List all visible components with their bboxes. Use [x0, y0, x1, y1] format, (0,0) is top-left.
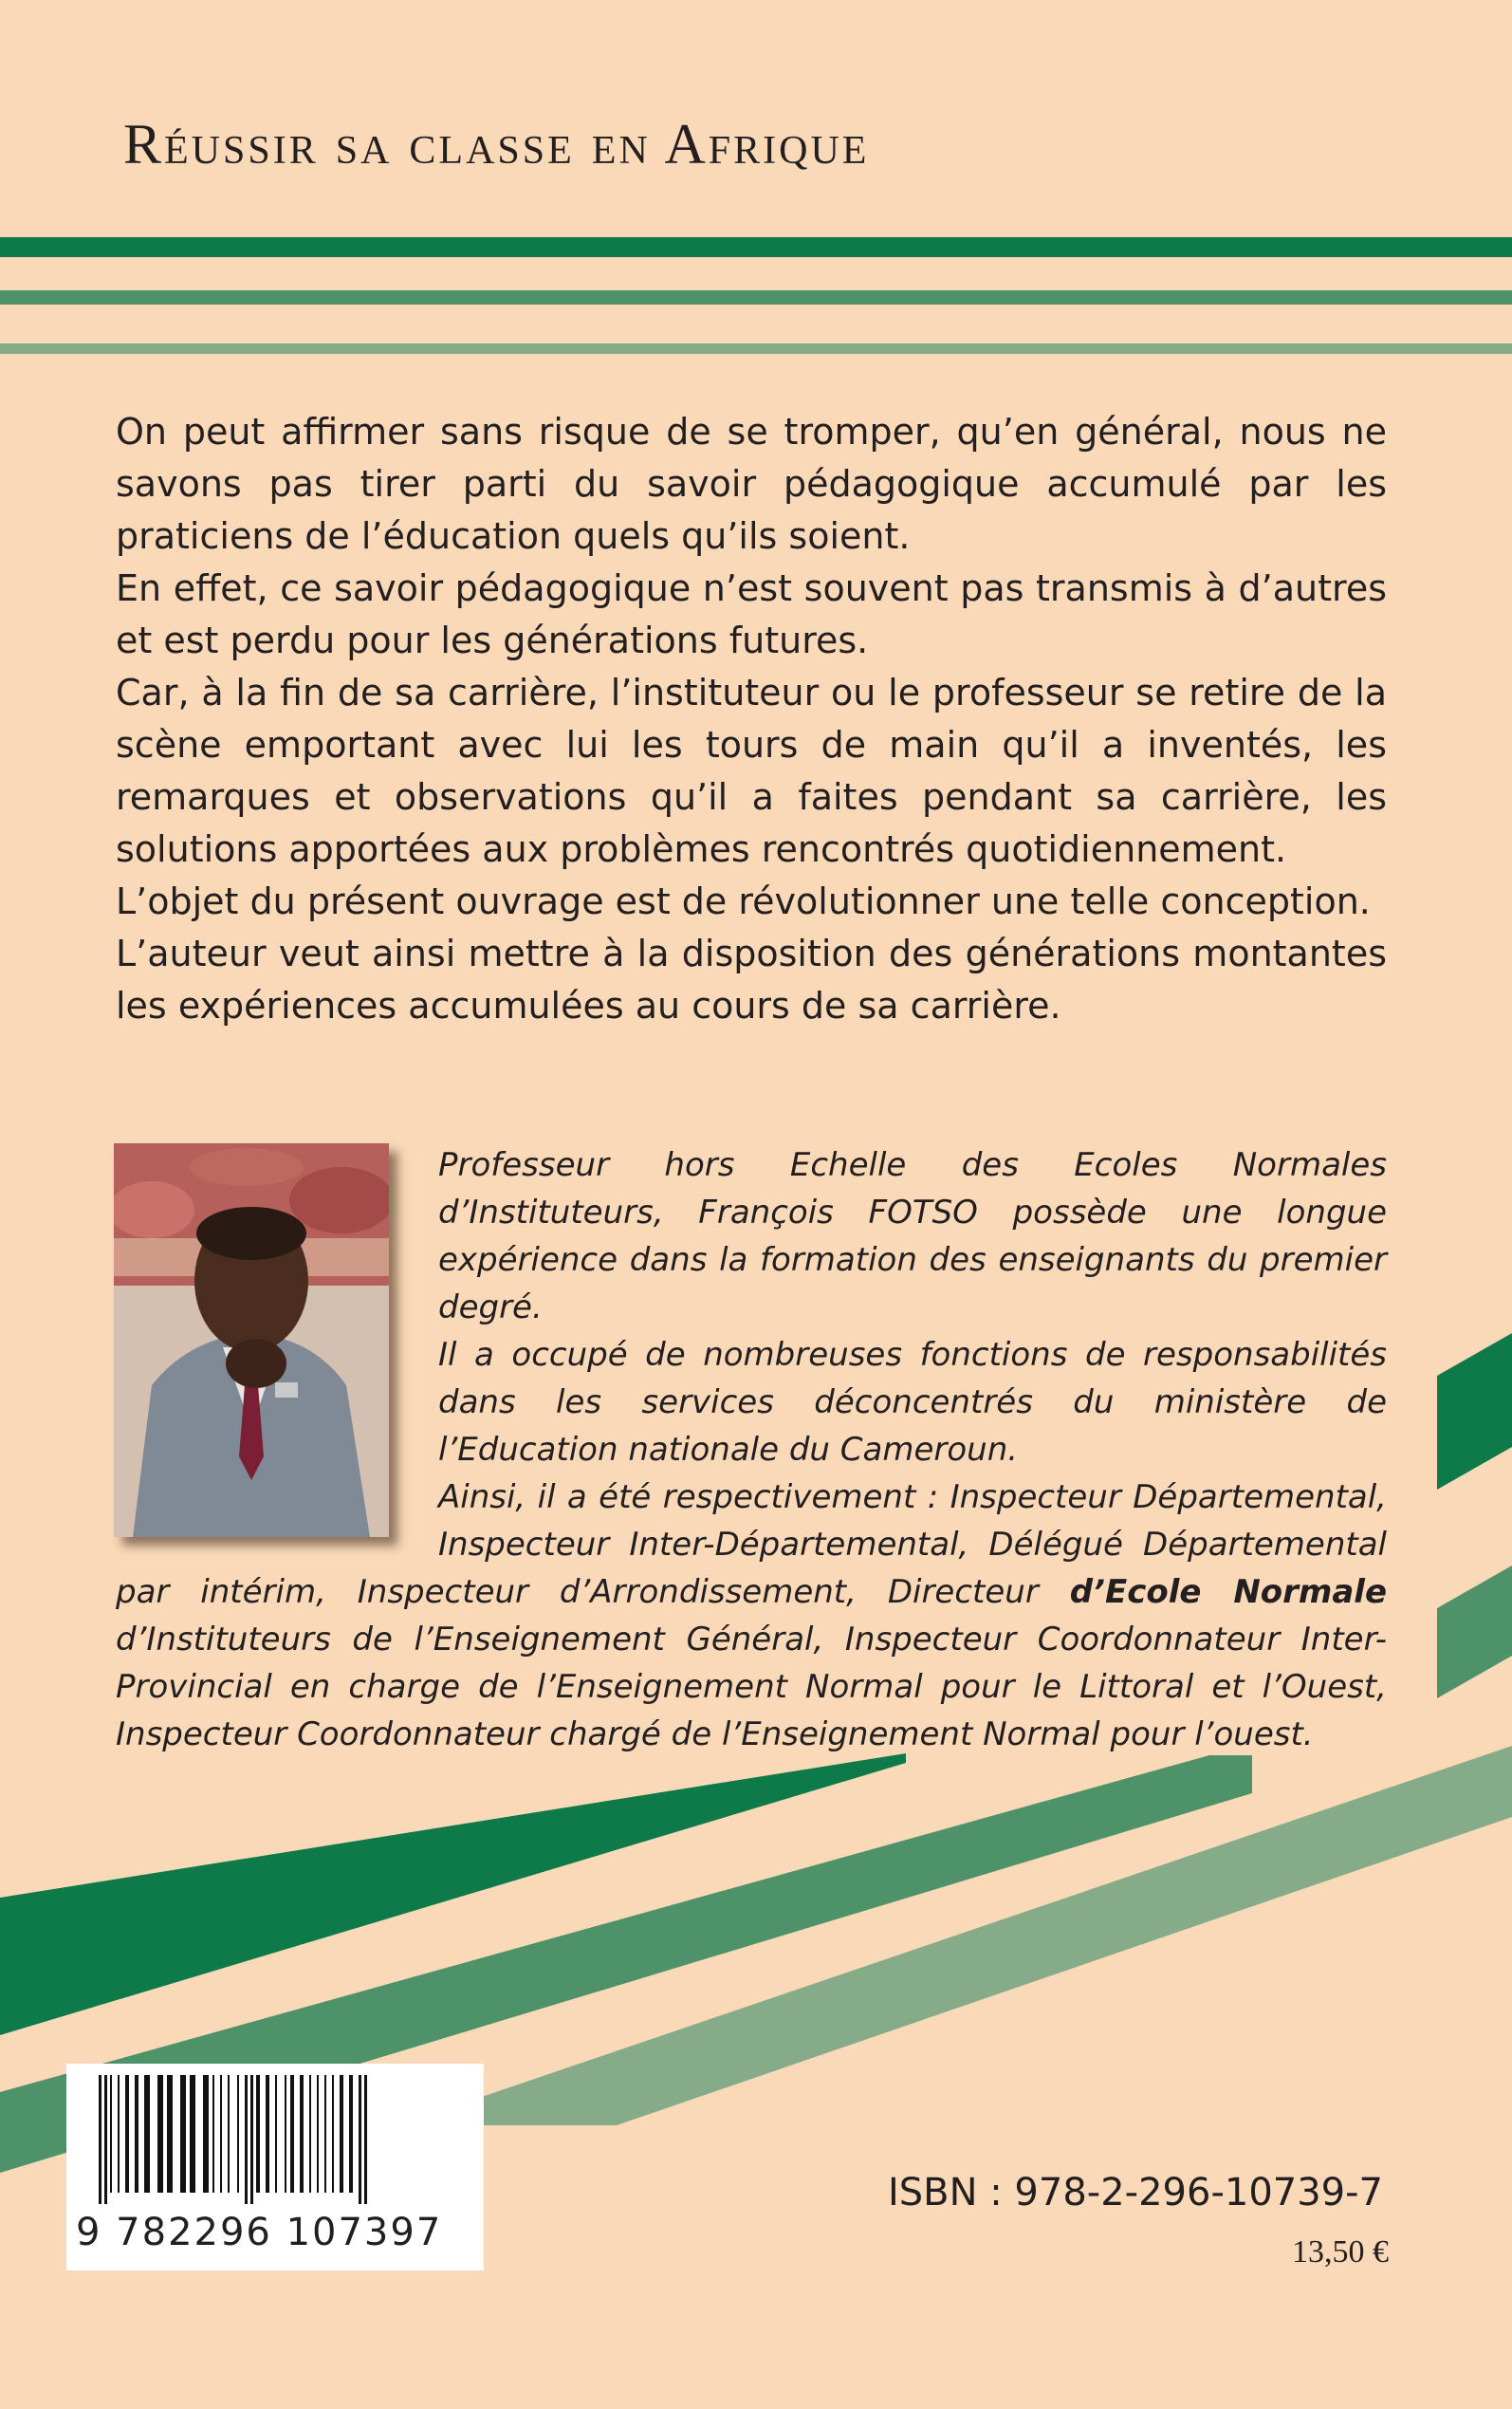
bio-paragraph: Il a occupé de nombreuses fonctions de responsabilités dans les services déconcentrés du ministère de l’Education nationale du Cameroun.: [438, 1336, 1387, 1469]
book-title: Réussir sa classe en Afrique: [123, 113, 870, 176]
barcode-bar: [135, 2075, 138, 2193]
barcode-bar: [203, 2075, 209, 2193]
barcode-bar: [324, 2075, 326, 2193]
barcode-icon: [66, 2064, 484, 2206]
barcode-bar: [332, 2075, 334, 2193]
bio-text: Ainsi, il a été respectivement : Inspecteur Départemental, Inspecteur Inter-Départemental, Délégué Départemental par intérim, Inspecteur d’Arrondissement, Directeur: [116, 1478, 1387, 1611]
summary-paragraph: L’auteur veut ainsi mettre à la disposition des générations montantes les expériences accumulées au cours de sa carrière.: [116, 933, 1387, 1027]
summary-paragraph: L’objet du présent ouvrage est de révolutionner une telle conception.: [116, 880, 1371, 922]
barcode-bar: [104, 2075, 107, 2204]
barcode-bar: [190, 2075, 195, 2193]
barcode-bar: [99, 2075, 101, 2204]
barcode-digits: 9 782296 107397: [76, 2211, 443, 2254]
author-biography: [116, 1141, 1387, 1758]
barcode-bar: [364, 2075, 367, 2204]
barcode-bar: [275, 2075, 277, 2193]
barcode-bar: [349, 2075, 353, 2193]
barcode-bar: [285, 2075, 286, 2193]
barcode-bar: [157, 2075, 163, 2193]
bio-text: d’Instituteurs de l’Enseignement Général, Inspecteur Coordonnateur Inter-Provincial en charge de l’Enseignement Normal pour le Littoral et l’Ouest, Inspecteur Coordonnateur chargé de l’Enseignement Normal pour l’ouest.: [116, 1621, 1387, 1753]
barcode-bar: [309, 2075, 311, 2193]
barcode-bar: [220, 2075, 222, 2193]
barcode-bar: [125, 2075, 129, 2193]
barcode-bar: [180, 2075, 186, 2193]
barcode-bar: [256, 2075, 260, 2193]
barcode-bar: [359, 2075, 361, 2204]
side-band-mid: [1437, 1566, 1512, 1698]
side-band-dark: [1437, 1333, 1512, 1490]
barcode-bar: [290, 2075, 294, 2193]
barcode-bar: [340, 2075, 343, 2193]
photo-spacer: [116, 1141, 438, 1530]
barcode-bar: [212, 2075, 214, 2193]
barcode-bar: [237, 2075, 239, 2193]
barcode-bar: [118, 2075, 120, 2193]
bio-paragraph: Professeur hors Echelle des Ecoles Normales d’Instituteurs, François FOTSO possède une longue expérience dans la formation des enseignants du premier degré.: [438, 1146, 1387, 1326]
barcode-bar: [144, 2075, 150, 2193]
bio-emphasis: d’Ecole Normale: [1069, 1573, 1388, 1611]
barcode-bar: [266, 2075, 269, 2193]
barcode-bar: [245, 2075, 248, 2204]
barcode-bar: [228, 2075, 230, 2193]
isbn-number: ISBN : 978-2-296-10739-7: [887, 2171, 1383, 2214]
summary-paragraph: Car, à la fin de sa carrière, l’instituteur ou le professeur se retire de la scène emportant avec lui les tours de main qu’il a inventés, les remarques et observations qu’il a faites pendant sa carrière, les solutions apportées aux problèmes rencontrés quotidiennement.: [116, 672, 1387, 870]
barcode-bar: [250, 2075, 253, 2204]
price: 13,50 €: [1292, 2234, 1389, 2270]
barcode-bar: [110, 2075, 112, 2193]
barcode-bar: [317, 2075, 319, 2193]
summary-paragraph: En effet, ce savoir pédagogique n’est souvent pas transmis à d’autres et est perdu pour les générations futures.: [116, 567, 1387, 661]
barcode-bar: [300, 2075, 304, 2193]
barcode-bar: [167, 2075, 173, 2193]
summary-paragraph: On peut affirmer sans risque de se tromper, qu’en général, nous ne savons pas tirer parti du savoir pédagogique accumulé par les praticiens de l’éducation quels qu’ils soient.: [116, 411, 1387, 557]
